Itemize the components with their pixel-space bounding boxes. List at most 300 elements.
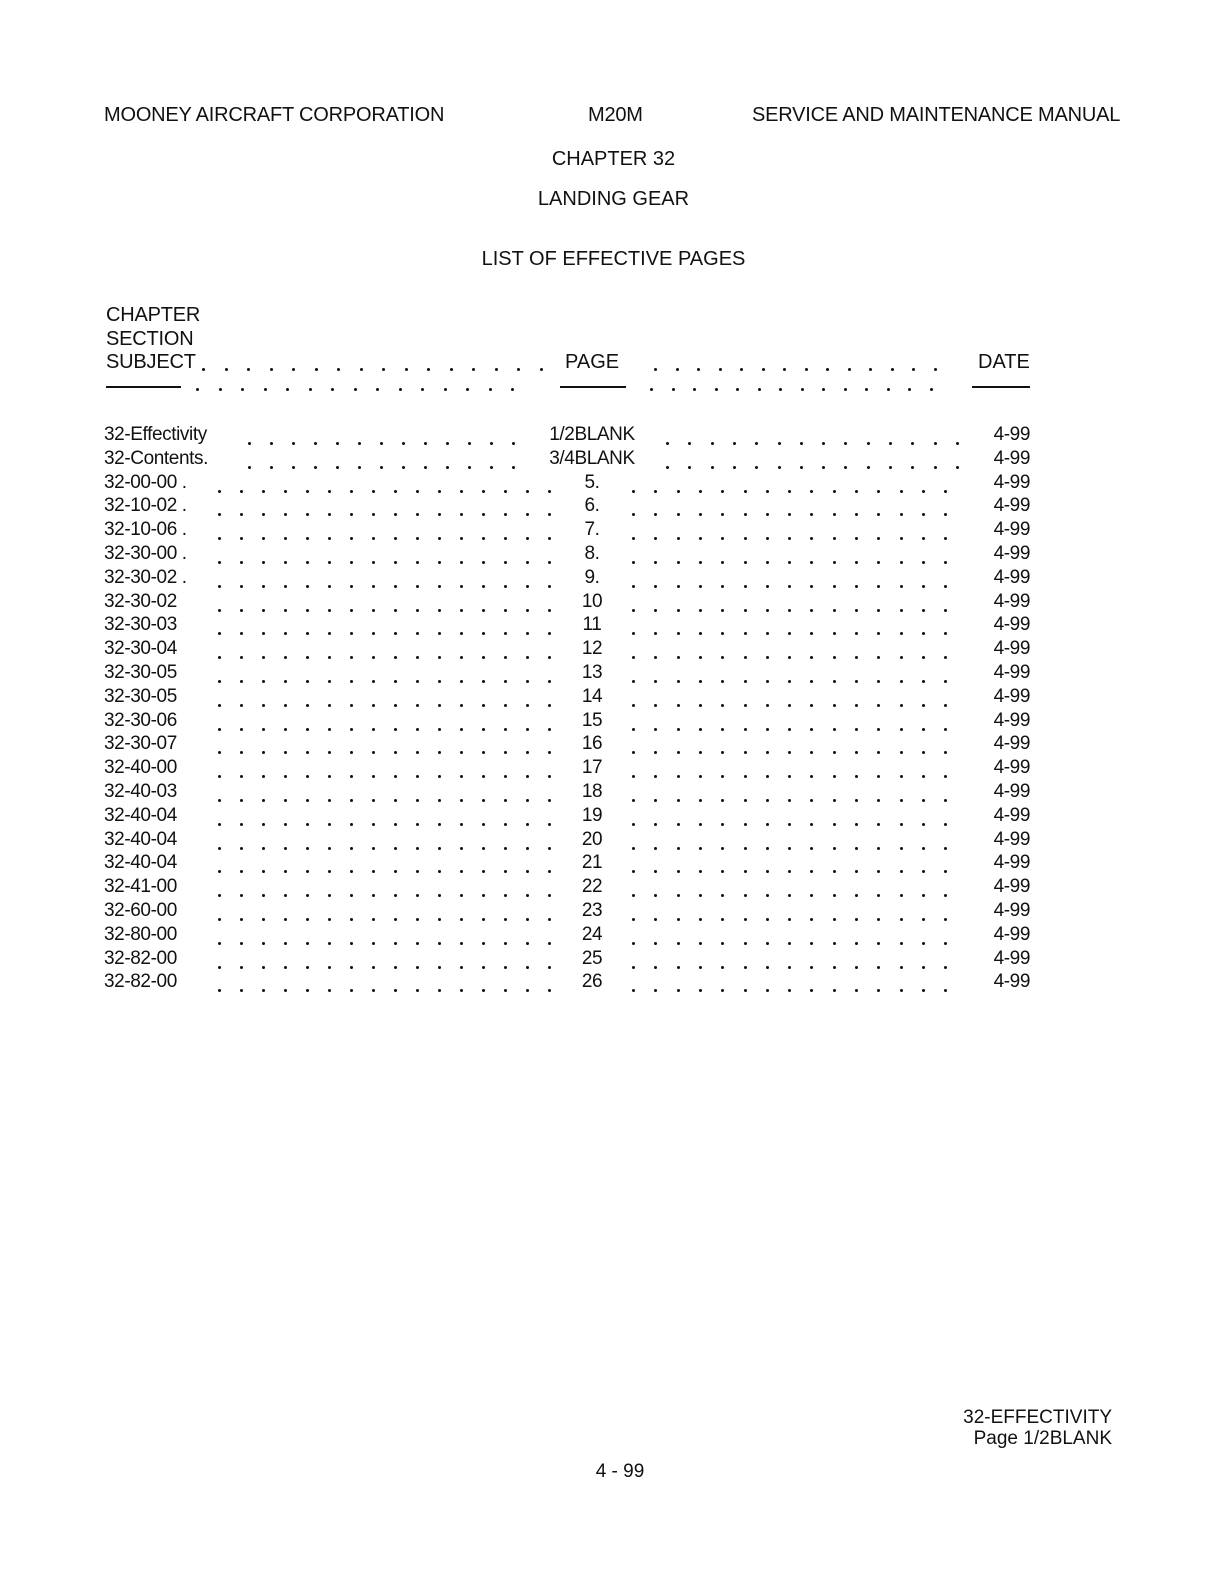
leader-dot xyxy=(766,751,769,754)
leader-dot xyxy=(788,847,791,850)
leader-dot xyxy=(372,609,375,612)
leader-dot xyxy=(548,823,551,826)
row-subject: 32-30-03 xyxy=(104,614,177,636)
leader-dot xyxy=(438,609,441,612)
leader-dot xyxy=(788,870,791,873)
leader-dot xyxy=(360,368,363,371)
leader-dot xyxy=(699,680,702,683)
row-date: 4-99 xyxy=(993,852,1030,874)
leader-dot xyxy=(372,656,375,659)
leader-dot xyxy=(240,680,243,683)
leader-dot xyxy=(262,490,265,493)
leader-dot xyxy=(744,490,747,493)
leader-dot xyxy=(446,442,449,445)
leader-dot xyxy=(826,368,829,371)
row-subject: 32-30-04 xyxy=(104,638,177,660)
leader-dot xyxy=(721,942,724,945)
leader-dot xyxy=(482,799,485,802)
row-page: 23 xyxy=(581,900,603,921)
table-row xyxy=(0,900,1220,924)
row-date: 4-99 xyxy=(993,638,1030,660)
leader-dot xyxy=(460,632,463,635)
leader-dot xyxy=(416,704,419,707)
table-row xyxy=(0,424,1220,448)
leader-dot xyxy=(810,751,813,754)
leader-dot xyxy=(350,751,353,754)
leader-dot xyxy=(801,388,804,391)
leader-dot xyxy=(632,799,635,802)
leader-dot xyxy=(416,490,419,493)
leader-dot xyxy=(810,656,813,659)
leader-dot xyxy=(744,680,747,683)
leader-dot xyxy=(833,918,836,921)
leader-dot xyxy=(721,585,724,588)
leader-dot xyxy=(632,704,635,707)
leader-dot xyxy=(654,728,657,731)
leader-dot xyxy=(372,561,375,564)
leader-dot xyxy=(788,799,791,802)
row-page: 10 xyxy=(581,590,603,612)
leader-dot xyxy=(444,388,447,391)
leader-dot xyxy=(262,680,265,683)
row-page: 6. xyxy=(584,495,600,517)
leader-dot xyxy=(328,490,331,493)
leader-dot xyxy=(438,966,441,969)
leader-dot xyxy=(438,751,441,754)
row-date: 4-99 xyxy=(993,471,1030,493)
leader-dot xyxy=(676,368,679,371)
leader-dot xyxy=(944,894,947,897)
leader-dot xyxy=(833,561,836,564)
leader-dot xyxy=(218,751,221,754)
leader-dot xyxy=(632,609,635,612)
leader-dot xyxy=(482,490,485,493)
leader-dot xyxy=(376,388,379,391)
leader-dot xyxy=(490,442,493,445)
leader-dot xyxy=(833,728,836,731)
leader-dot xyxy=(350,609,353,612)
leader-dot xyxy=(833,942,836,945)
leader-dot xyxy=(900,585,903,588)
leader-dot xyxy=(262,585,265,588)
leader-dot xyxy=(721,632,724,635)
leader-dot xyxy=(744,989,747,992)
leader-dot xyxy=(218,847,221,850)
leader-dot xyxy=(306,513,309,516)
leader-dot xyxy=(394,823,397,826)
leader-dot xyxy=(944,870,947,873)
leader-dot xyxy=(504,823,507,826)
leader-dot xyxy=(416,751,419,754)
leader-dot xyxy=(844,442,847,445)
leader-dot xyxy=(328,704,331,707)
leader-dot xyxy=(788,704,791,707)
leader-dot xyxy=(788,585,791,588)
leader-dot xyxy=(337,368,340,371)
row-subject: 32-40-04 xyxy=(104,828,177,850)
leader-dot xyxy=(482,609,485,612)
leader-dot xyxy=(306,537,309,540)
leader-dot xyxy=(262,704,265,707)
leader-dot xyxy=(944,537,947,540)
leader-dot xyxy=(526,490,529,493)
leader-dot xyxy=(504,585,507,588)
leader-dot xyxy=(284,799,287,802)
leader-dot xyxy=(900,680,903,683)
leader-dot xyxy=(766,942,769,945)
leader-dot xyxy=(911,466,914,469)
leader-dot xyxy=(632,585,635,588)
leader-dot xyxy=(218,561,221,564)
table-row xyxy=(0,805,1220,829)
leader-dot xyxy=(766,823,769,826)
leader-dot xyxy=(632,847,635,850)
leader-dot xyxy=(900,513,903,516)
leader-dot xyxy=(677,728,680,731)
leader-dot xyxy=(526,799,529,802)
leader-dot xyxy=(677,966,680,969)
leader-dot xyxy=(315,368,318,371)
leader-dot xyxy=(416,966,419,969)
leader-dot xyxy=(672,388,675,391)
leader-dot xyxy=(677,918,680,921)
leader-dot xyxy=(944,966,947,969)
leader-dot xyxy=(788,918,791,921)
leader-dot xyxy=(372,585,375,588)
leader-dot xyxy=(822,466,825,469)
leader-dot xyxy=(877,656,880,659)
leader-dot xyxy=(284,609,287,612)
leader-dot xyxy=(196,388,199,391)
leader-dot xyxy=(744,704,747,707)
leader-dot xyxy=(699,537,702,540)
leader-dot xyxy=(482,561,485,564)
row-page: 9. xyxy=(584,566,600,588)
leader-dot xyxy=(372,490,375,493)
leader-dot xyxy=(810,894,813,897)
header-manual-title: SERVICE AND MAINTENANCE MANUAL xyxy=(752,104,1121,126)
leader-dot xyxy=(810,680,813,683)
leader-dot xyxy=(944,561,947,564)
row-subject: 32-82-00 xyxy=(104,971,177,993)
leader-dot xyxy=(632,942,635,945)
leader-dot xyxy=(262,561,265,564)
leader-dot xyxy=(900,894,903,897)
leader-dot xyxy=(240,704,243,707)
leader-dot xyxy=(833,966,836,969)
leader-dot xyxy=(262,823,265,826)
row-page: 20 xyxy=(581,828,603,850)
leader-dot xyxy=(779,388,782,391)
leader-dot xyxy=(548,680,551,683)
leader-dot xyxy=(218,632,221,635)
leader-dot xyxy=(744,751,747,754)
leader-dot xyxy=(416,609,419,612)
row-date: 4-99 xyxy=(993,804,1030,826)
leader-dot xyxy=(721,561,724,564)
leader-dot xyxy=(438,823,441,826)
leader-dot xyxy=(416,894,419,897)
leader-dot xyxy=(721,989,724,992)
table-row xyxy=(0,567,1220,591)
leader-dot xyxy=(306,894,309,897)
leader-dot xyxy=(900,823,903,826)
leader-dot xyxy=(350,966,353,969)
leader-dot xyxy=(778,466,781,469)
table-row xyxy=(0,876,1220,900)
row-date: 4-99 xyxy=(993,519,1030,541)
leader-dot xyxy=(766,870,769,873)
row-subject: 32-10-02 . xyxy=(104,495,187,517)
leader-dot xyxy=(744,847,747,850)
leader-dot xyxy=(944,680,947,683)
row-date: 4-99 xyxy=(993,495,1030,517)
leader-dot xyxy=(328,847,331,850)
leader-dot xyxy=(284,847,287,850)
leader-dot xyxy=(504,704,507,707)
leader-dot xyxy=(372,799,375,802)
leader-dot xyxy=(805,368,808,371)
leader-dot xyxy=(788,680,791,683)
leader-dot xyxy=(744,585,747,588)
leader-dot xyxy=(372,751,375,754)
leader-dot xyxy=(394,609,397,612)
leader-dot xyxy=(922,490,925,493)
leader-dot xyxy=(548,966,551,969)
row-subject: 32-30-07 xyxy=(104,733,177,755)
leader-dot xyxy=(699,513,702,516)
leader-dot xyxy=(240,775,243,778)
leader-dot xyxy=(788,728,791,731)
leader-dot xyxy=(416,513,419,516)
leader-dot xyxy=(711,466,714,469)
leader-dot xyxy=(810,799,813,802)
leader-dot xyxy=(677,799,680,802)
leader-dot xyxy=(306,609,309,612)
leader-dot xyxy=(218,918,221,921)
leader-dot xyxy=(944,609,947,612)
leader-dot xyxy=(877,561,880,564)
page-underline xyxy=(560,386,626,388)
leader-dot xyxy=(833,513,836,516)
leader-dot xyxy=(240,656,243,659)
leader-dot xyxy=(394,847,397,850)
leader-dot xyxy=(719,368,722,371)
leader-dot xyxy=(833,656,836,659)
leader-dot xyxy=(721,847,724,850)
row-page: 8. xyxy=(584,543,600,564)
leader-dot xyxy=(788,561,791,564)
table-row xyxy=(0,472,1220,496)
leader-dot xyxy=(328,728,331,731)
leader-dot xyxy=(744,656,747,659)
leader-dot xyxy=(922,680,925,683)
leader-dot xyxy=(446,466,449,469)
row-subject: 32-40-03 xyxy=(104,781,177,802)
leader-dot xyxy=(394,966,397,969)
leader-dot xyxy=(482,966,485,969)
leader-dot xyxy=(372,847,375,850)
leader-dot xyxy=(900,561,903,564)
leader-dot xyxy=(944,751,947,754)
leader-dot xyxy=(482,775,485,778)
leader-dot xyxy=(666,442,669,445)
leader-dot xyxy=(292,368,295,371)
leader-dot xyxy=(358,466,361,469)
column-head-section: SECTION xyxy=(106,328,194,350)
leader-dot xyxy=(855,799,858,802)
leader-dot xyxy=(699,751,702,754)
leader-dot xyxy=(699,632,702,635)
leader-dot xyxy=(284,632,287,635)
leader-dot xyxy=(262,942,265,945)
row-date: 4-99 xyxy=(993,947,1030,969)
leader-dot xyxy=(677,537,680,540)
leader-dot xyxy=(855,632,858,635)
leader-dot xyxy=(721,680,724,683)
leader-dot xyxy=(328,966,331,969)
leader-dot xyxy=(855,728,858,731)
row-date: 4-99 xyxy=(993,781,1030,802)
leader-dot xyxy=(380,442,383,445)
leader-dot xyxy=(887,388,890,391)
row-subject: 32-80-00 xyxy=(104,923,177,945)
leader-dot xyxy=(225,368,228,371)
leader-dot xyxy=(877,751,880,754)
leader-dot xyxy=(833,823,836,826)
leader-dot xyxy=(944,728,947,731)
leader-dot xyxy=(394,918,397,921)
table-row xyxy=(0,519,1220,543)
leader-dot xyxy=(328,585,331,588)
leader-dot xyxy=(788,942,791,945)
leader-dot xyxy=(460,728,463,731)
leader-dot xyxy=(460,751,463,754)
leader-dot xyxy=(922,847,925,850)
leader-dot xyxy=(240,966,243,969)
leader-dot xyxy=(788,989,791,992)
leader-dot xyxy=(900,870,903,873)
leader-dot xyxy=(855,775,858,778)
leader-dot xyxy=(810,728,813,731)
leader-dot xyxy=(284,537,287,540)
leader-dot xyxy=(944,656,947,659)
leader-dot xyxy=(877,799,880,802)
leader-dot xyxy=(688,442,691,445)
leader-dot xyxy=(328,632,331,635)
leader-dot xyxy=(394,704,397,707)
leader-dot xyxy=(372,823,375,826)
leader-dot xyxy=(218,656,221,659)
leader-dot xyxy=(877,989,880,992)
leader-dot xyxy=(810,847,813,850)
leader-dot xyxy=(922,942,925,945)
leader-dot xyxy=(526,680,529,683)
leader-dot xyxy=(632,490,635,493)
leader-dot xyxy=(241,388,244,391)
leader-dot xyxy=(855,585,858,588)
leader-dot xyxy=(922,632,925,635)
leader-dot xyxy=(402,466,405,469)
leader-dot xyxy=(548,728,551,731)
leader-dot xyxy=(744,918,747,921)
leader-dot xyxy=(218,585,221,588)
leader-dot xyxy=(699,942,702,945)
leader-dot xyxy=(284,704,287,707)
leader-dot xyxy=(438,775,441,778)
leader-dot xyxy=(350,918,353,921)
table-row xyxy=(0,686,1220,710)
leader-dot xyxy=(394,751,397,754)
leader-dot xyxy=(654,847,657,850)
leader-dot xyxy=(240,799,243,802)
leader-dot xyxy=(438,704,441,707)
leader-dot xyxy=(900,728,903,731)
leader-dot xyxy=(218,823,221,826)
leader-dot xyxy=(744,870,747,873)
leader-dot xyxy=(677,656,680,659)
row-page: 22 xyxy=(581,876,603,898)
leader-dot xyxy=(855,537,858,540)
leader-dot xyxy=(284,490,287,493)
leader-dot xyxy=(504,918,507,921)
leader-dot xyxy=(450,368,453,371)
row-page: 13 xyxy=(581,662,603,683)
leader-dot xyxy=(306,989,309,992)
leader-dot xyxy=(218,680,221,683)
leader-dot xyxy=(306,823,309,826)
leader-dot xyxy=(358,442,361,445)
leader-dot xyxy=(721,704,724,707)
leader-dot xyxy=(336,442,339,445)
leader-dot xyxy=(218,870,221,873)
leader-dot xyxy=(699,585,702,588)
leader-dot xyxy=(721,870,724,873)
leader-dot xyxy=(416,847,419,850)
leader-dot xyxy=(526,585,529,588)
leader-dot xyxy=(427,368,430,371)
leader-dot xyxy=(810,561,813,564)
leader-dot xyxy=(844,466,847,469)
leader-dot xyxy=(416,823,419,826)
leader-dot xyxy=(922,894,925,897)
leader-dot xyxy=(248,466,251,469)
leader-dot xyxy=(800,466,803,469)
leader-dot xyxy=(306,847,309,850)
table-row xyxy=(0,924,1220,948)
leader-dot xyxy=(240,823,243,826)
leader-dot xyxy=(650,388,653,391)
leader-dot xyxy=(699,561,702,564)
table-row xyxy=(0,757,1220,781)
leader-dot xyxy=(721,537,724,540)
leader-dot xyxy=(699,918,702,921)
table-row xyxy=(0,543,1220,567)
leader-dot xyxy=(482,513,485,516)
leader-dot xyxy=(766,656,769,659)
leader-dot xyxy=(778,442,781,445)
leader-dot xyxy=(460,966,463,969)
leader-dot xyxy=(677,680,680,683)
leader-dot xyxy=(889,466,892,469)
leader-dot xyxy=(350,680,353,683)
leader-dot xyxy=(677,894,680,897)
leader-dot xyxy=(766,632,769,635)
leader-dot xyxy=(744,561,747,564)
leader-dot xyxy=(766,775,769,778)
leader-dot xyxy=(922,561,925,564)
leader-dot xyxy=(944,847,947,850)
